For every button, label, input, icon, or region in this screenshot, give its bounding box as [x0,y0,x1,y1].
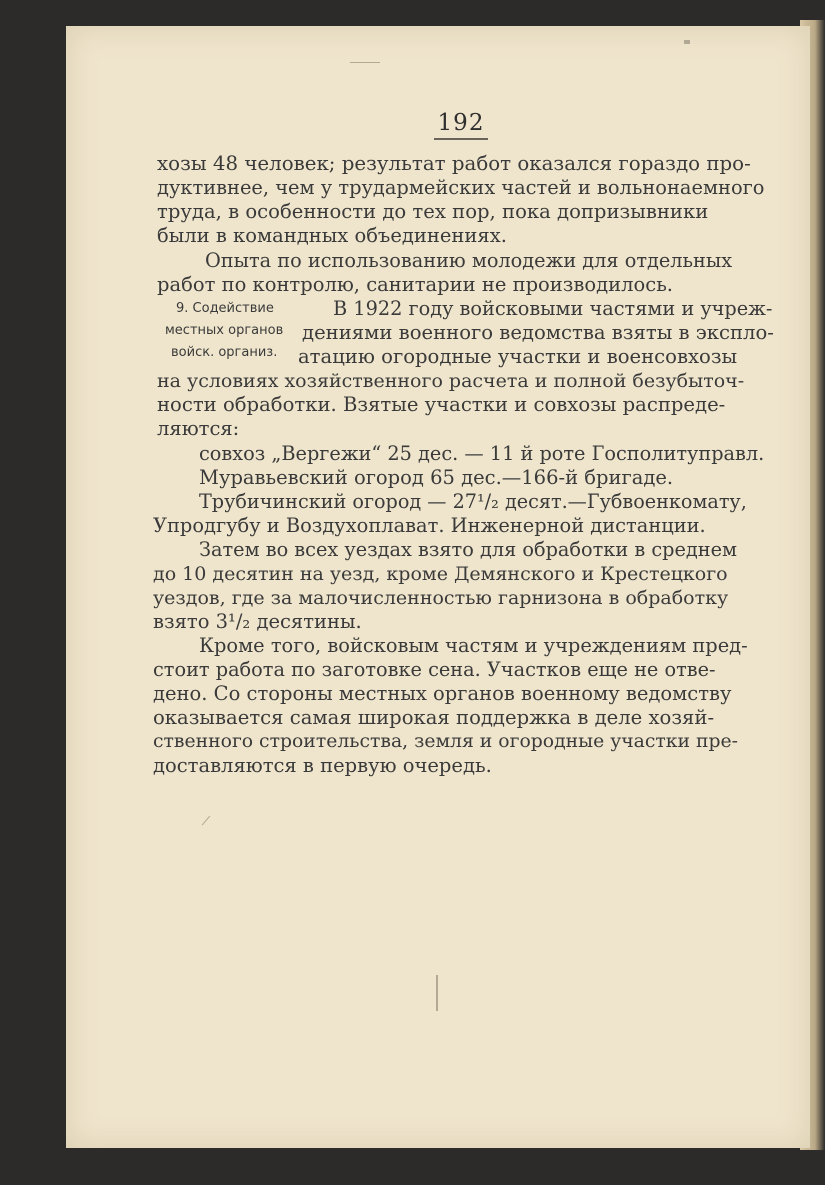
paper-mark [350,62,380,63]
text-line-9: атацию огородные участки и военсовхозы [298,345,738,368]
text-line-12: ляются: [157,417,240,440]
text-line-14: Муравьевский огород 65 дес.—166-й бригаде. [199,466,674,489]
text-line-6: работ по контролю, санитарии не производилось. [157,273,674,296]
text-line-26: доставляются в первую очередь. [153,754,492,777]
text-line-19: уездов, где за малочисленностью гарнизона в обработку [153,587,729,609]
text-line-15: Трубичинский огород — 27¹/₂ десят.—Губвоенкомату, [199,490,747,513]
margin-note-line-2: местных органов [165,323,284,338]
text-line-23: дено. Со стороны местных органов военному ведомству [153,682,732,705]
text-line-3: труда, в особенности до тех пор, пока допризывники [157,200,709,223]
paper-mark [436,975,438,1011]
text-line-25: ственного строительства, земля и огородные участки пре- [153,731,738,752]
text-line-10: на условиях хозяйственного расчета и полной безубыточ- [157,370,745,392]
text-line-11: ности обработки. Взятые участки и совхозы распреде- [157,393,726,416]
text-line-13: совхоз „Вергежи“ 25 дес. — 11 й роте Госполитуправл. [199,442,765,465]
page-number: 192 [437,110,485,136]
margin-note-line-3: войск. организ. [171,345,278,360]
text-line-5: Опыта по использованию молодежи для отдельных [205,249,733,272]
text-line-24: оказывается самая широкая поддержка в деле хозяй- [153,706,715,729]
text-line-8: дениями военного ведомства взяты в экспло- [302,321,774,344]
text-line-7: В 1922 году войсковыми частями и учреж- [333,297,773,320]
text-line-18: до 10 десятин на уезд, кроме Демянского и Крестецкого [153,563,728,585]
text-line-1: хозы 48 человек; результат работ оказался гораздо про- [157,152,751,175]
paper-speck [684,40,690,44]
text-line-20: взято 3¹/₂ десятины. [153,610,362,633]
text-line-22: стоит работа по заготовке сена. Участков еще не отве- [153,658,716,681]
page-number-rule [434,138,488,140]
text-line-17: Затем во всех уездах взято для обработки в среднем [199,538,738,561]
margin-note-line-1: 9. Содействие [176,301,274,316]
text-line-2: дуктивнее, чем у трудармейских частей и вольнонаемного [157,176,765,199]
text-line-4: были в командных объединениях. [157,224,507,247]
text-line-16: Упродгубу и Воздухоплават. Инженерной дистанции. [153,514,706,537]
text-line-21: Кроме того, войсковым частям и учреждениям пред- [199,634,748,657]
